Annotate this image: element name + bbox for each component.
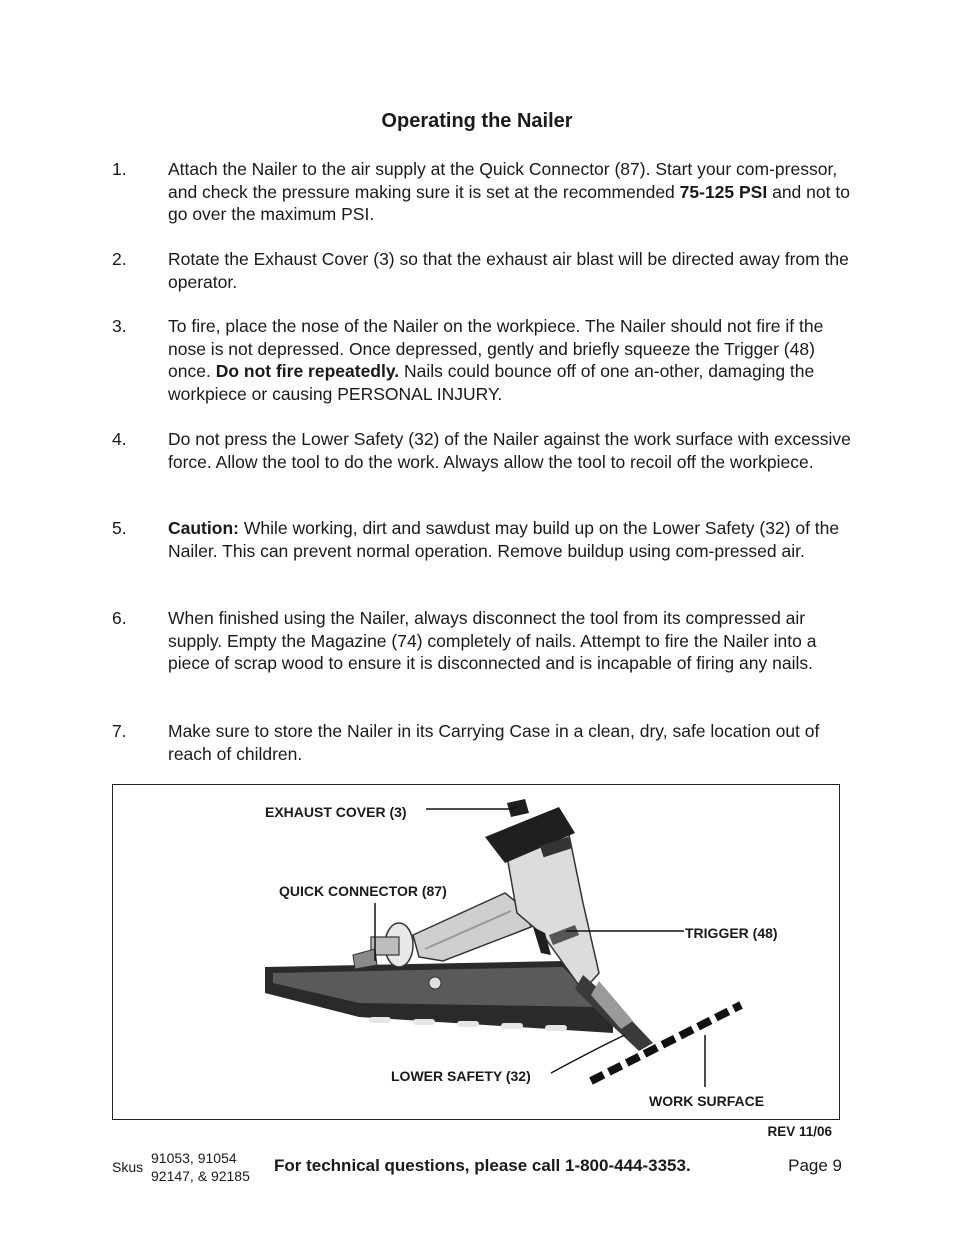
step-number: 3. <box>112 316 127 336</box>
skus-list-line2: 92147, & 92185 <box>151 1168 250 1184</box>
nailer-handle <box>413 893 531 961</box>
step-text <box>168 607 852 675</box>
step-text-bold: 75-125 PSI <box>679 181 768 202</box>
page-footer <box>112 1148 842 1188</box>
step-text-bold: Caution: <box>168 518 239 538</box>
step-number: 4. <box>112 429 127 449</box>
step-text-run: Attach the Nailer to the air supply at the Quick Connector (87). Start your com-pressor, and check the pressure making sure it is set at the recommended <box>168 159 838 202</box>
label-trigger: TRIGGER (48) <box>685 925 778 941</box>
technical-support-line: For technical questions, please call 1-800-444-3353. <box>274 1156 691 1175</box>
revision-label: REV 11/06 <box>767 1124 832 1139</box>
step-number: 7. <box>112 721 127 741</box>
skus-label: Skus <box>112 1159 144 1175</box>
step-text-run: and not to go over the maximum PSI. <box>168 181 850 225</box>
step-text-run: To fire, place the nose of the Nailer on the workpiece. The Nailer should not fire if the nose is not depressed. Once depressed, gently and briefly squeeze the Trigger (48) once. <box>168 316 824 382</box>
step-text-run: Nails could bounce off of one an-other, damaging the workpiece or causing PERSONAL INJURY. <box>168 361 815 404</box>
step-text-run: When finished using the Nailer, always disconnect the tool from its compressed air supply. Empty the Magazine (74) completely of nails. Attempt to fire the Nailer into a piece of scrap wood to ensure it is disconnected and is incapable of firing any nails. <box>168 608 817 674</box>
nailer-illustration <box>113 785 841 1121</box>
skus-list-line1: 91053, 91054 <box>151 1150 237 1166</box>
label-exhaust-cover: EXHAUST COVER (3) <box>265 804 407 820</box>
step-text-bold: Do not fire repeatedly. <box>215 361 400 382</box>
step-text <box>168 720 852 765</box>
step-text <box>168 428 852 473</box>
label-work-surface: WORK SURFACE <box>649 1093 765 1109</box>
step-text <box>168 158 852 226</box>
page-title: Operating the Nailer <box>381 110 573 132</box>
step-text <box>168 517 852 562</box>
step-text-run: Rotate the Exhaust Cover (3) so that the exhaust air blast will be directed away from the operator. <box>168 249 849 292</box>
label-lower-safety: LOWER SAFETY (32) <box>391 1068 531 1084</box>
step-number: 1. <box>112 159 127 179</box>
step-number: 5. <box>112 518 127 538</box>
nailer-diagram <box>112 784 840 1120</box>
nailer-magazine <box>265 961 613 1033</box>
step-number: 6. <box>112 608 127 628</box>
step-text-run: Do not press the Lower Safety (32) of the Nailer against the work surface with excessive force. Allow the tool to do the work. Always allow the tool to recoil off the workpiece. <box>168 429 851 472</box>
label-quick-connector: QUICK CONNECTOR (87) <box>279 883 447 899</box>
step-number: 2. <box>112 249 127 269</box>
page-number: Page 9 <box>788 1156 842 1175</box>
step-text-run: While working, dirt and sawdust may build up on the Lower Safety (32) of the Nailer. This can prevent normal operation. Remove buildup using com-pressed air. <box>168 518 840 561</box>
step-text <box>168 315 852 405</box>
step-text <box>168 248 852 293</box>
step-text-run: Make sure to store the Nailer in its Carrying Case in a clean, dry, safe location out of reach of children. <box>168 721 820 764</box>
exhaust-cover <box>507 799 529 817</box>
